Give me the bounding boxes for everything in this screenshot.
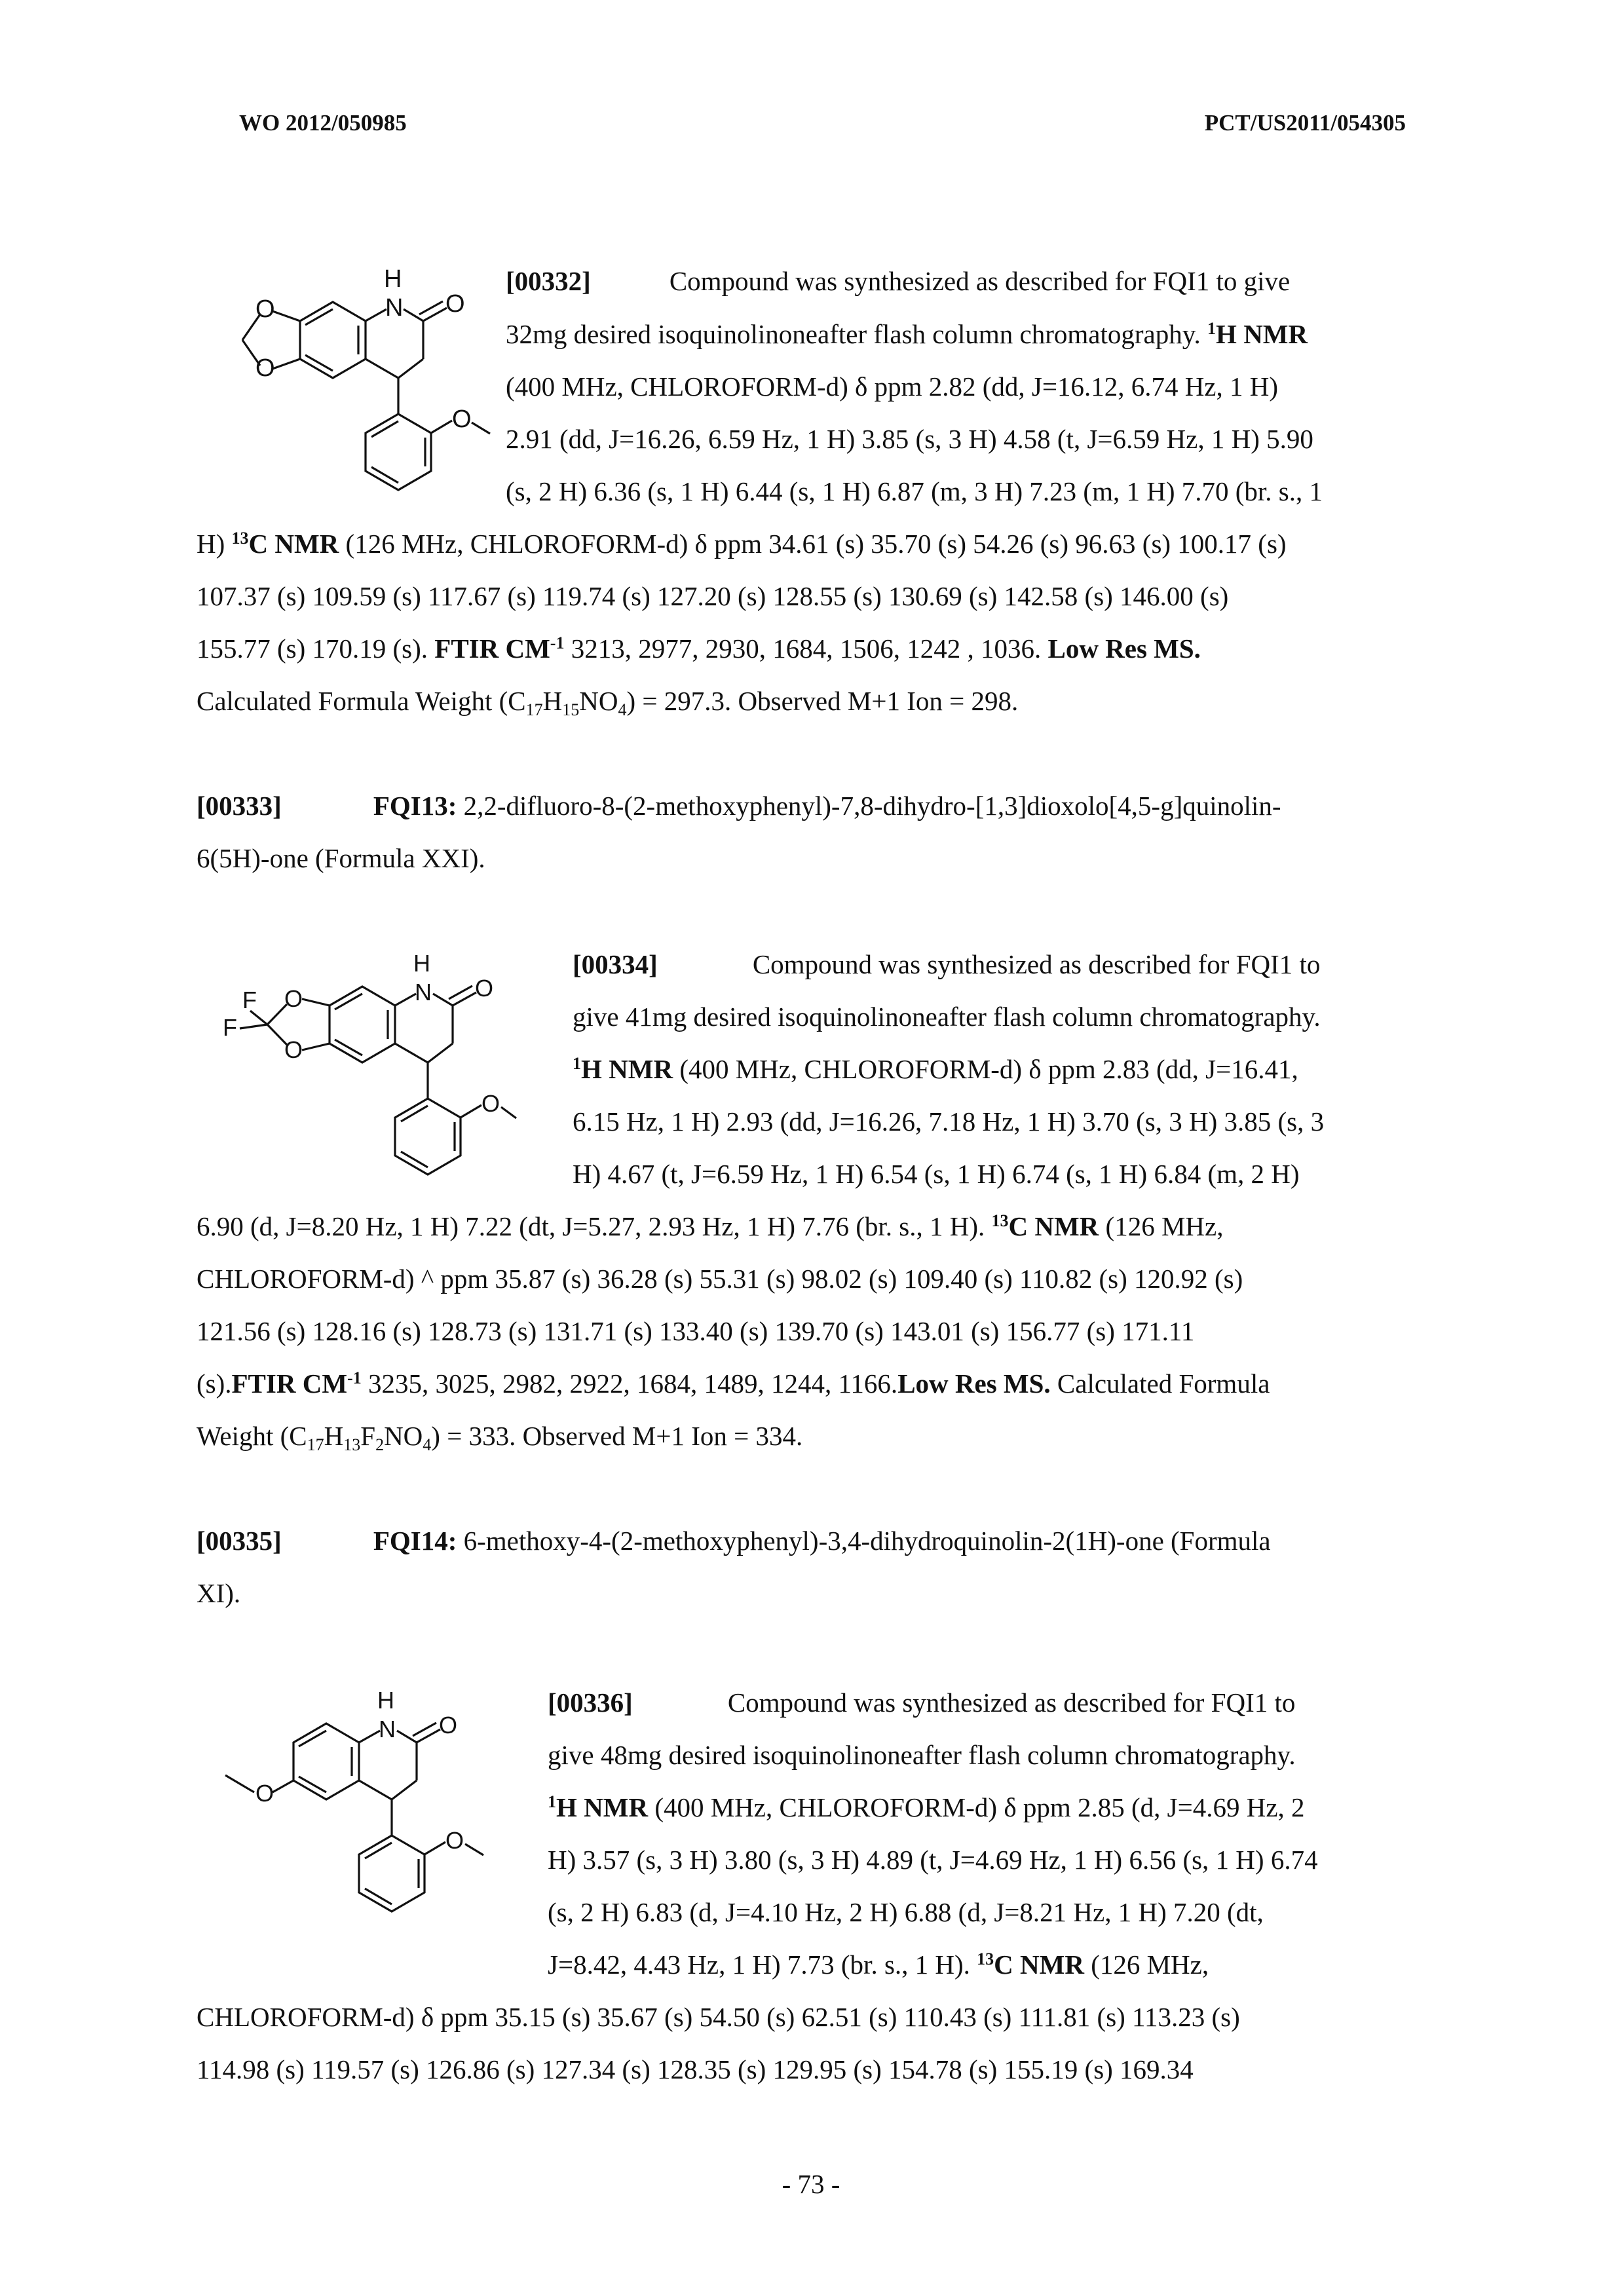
paragraph-00336-line-1: [00336] Compound was synthesized as described for FQI1 to [548,1687,1296,1718]
application-number: PCT/US2011/054305 [1204,110,1406,136]
paragraph-00336-line-2: give 48mg desired isoquinolinoneafter flash column chromatography. [548,1740,1296,1770]
atom-label-o: O [255,1780,274,1807]
atom-label-h: H [384,265,402,293]
paragraph-number: [00332] [506,266,591,296]
paragraph-00336-line-4: H) 3.57 (s, 3 H) 3.80 (s, 3 H) 4.89 (t, J=4.69 Hz, 1 H) 6.56 (s, 1 H) 6.74 [548,1845,1318,1875]
paragraph-00334-line-7: CHLOROFORM-d) ^ ppm 35.87 (s) 36.28 (s) 55.31 (s) 98.02 (s) 109.40 (s) 110.82 (s) 120.92 (s) [197,1264,1243,1294]
paragraph-00334-line-4: 6.15 Hz, 1 H) 2.93 (dd, J=16.26, 7.18 Hz, 1 H) 3.70 (s, 3 H) 3.85 (s, 3 [573,1106,1325,1137]
paragraph-number: [00333] [197,791,282,821]
paragraph-00334-line-10: Weight $(C_{17}H_{13}F_2NO_4) = 333$. Observed M+1 Ion = 334. [197,1421,803,1454]
paragraph-00333-line-2: 6(5H)-one (Formula XXI). [197,843,485,873]
paragraph-00332-line-9: Calculated Formula Weight $(C_{17}H_{15}NO_4) = 297.3$. Observed M+1 Ion = 298. [197,686,1019,719]
atom-label-n: N [379,1716,396,1742]
paragraph-00336-line-5: (s, 2 H) 6.83 (d, J=4.10 Hz, 2 H) 6.88 (d, J=8.21 Hz, 1 H) 7.20 (dt, [548,1897,1264,1927]
atom-label-o: O [284,985,303,1012]
paragraph-00336-line-8: 114.98 (s) 119.57 (s) 126.86 (s) 127.34 (s) 128.35 (s) 129.95 (s) 154.78 (s) 155.19 (s) 169.34 [197,2054,1194,2084]
paragraph-00333-line-1: [00333] FQI13: 2,2-difluoro-8-(2-methoxyphenyl)-7,8-dihydro-[1,3]dioxolo[4,5-g]quinolin- [197,791,1281,821]
paragraph-00336-line-7: CHLOROFORM-d) δ ppm 35.15 (s) 35.67 (s) 54.50 (s) 62.51 (s) 110.43 (s) 111.81 (s) 113.23 (s) [197,2002,1240,2032]
paragraph-00332-line-6: H) $^{13}$C NMR (126 MHz, CHLOROFORM-d) δ ppm 34.61 (s) 35.70 (s) 54.26 (s) 96.63 (s) 100.17 (s) [197,529,1287,559]
page-number: - 73 - [782,2169,840,2199]
paragraph-00332-line-3: (400 MHz, CHLOROFORM-d) δ ppm 2.82 (dd, J=16.12, 6.74 Hz, 1 H) [506,371,1279,402]
atom-label-o: O [284,1036,303,1063]
atom-label-h: H [377,1687,394,1714]
paragraph-number: [00336] [548,1687,633,1718]
structure-drawing [190,262,491,511]
paragraph-00334-line-5: H) 4.67 (t, J=6.59 Hz, 1 H) 6.54 (s, 1 H) 6.74 (s, 1 H) 6.84 (m, 2 H) [573,1159,1300,1189]
paragraph-00332-line-2: 32mg desired isoquinolinoneafter flash column chromatography. $^1$H NMR [506,319,1308,349]
paragraph-00332-line-7: 107.37 (s) 109.59 (s) 117.67 (s) 119.74 (s) 127.20 (s) 128.55 (s) 130.69 (s) 142.58 (s) 146.00 (s) [197,581,1229,611]
paragraph-00332-line-4: 2.91 (dd, J=16.26, 6.59 Hz, 1 H) 3.85 (s, 3 H) 4.58 (t, J=6.59 Hz, 1 H) 5.90 [506,424,1313,454]
atom-label-n: N [385,294,404,322]
patent-number: WO 2012/050985 [239,110,407,136]
atom-label-o: O [481,1090,500,1117]
paragraph-00334-line-8: 121.56 (s) 128.16 (s) 128.73 (s) 131.71 (s) 133.40 (s) 139.70 (s) 143.01 (s) 156.77 (s) 171.11 [197,1316,1195,1346]
paragraph-00335-line-1: [00335] FQI14: 6-methoxy-4-(2-methoxyphenyl)-3,4-dihydroquinolin-2(1H)-one (Formula [197,1526,1271,1556]
paragraph-00334-line-6: 6.90 (d, J=8.20 Hz, 1 H) 7.22 (dt, J=5.27, 2.93 Hz, 1 H) 7.76 (br. s., 1 H). $^{13}$C NMR (126 MHz, [197,1211,1224,1241]
paragraph-00332-line-8: 155.77 (s) 170.19 (s). FTIR $CM^{-1}$ 3213, 2977, 2930, 1684, 1506, 1242 , 1036. Low Res MS. [197,633,1201,664]
atom-label-o: O [445,290,465,318]
paragraph-00332-line-5: (s, 2 H) 6.36 (s, 1 H) 6.44 (s, 1 H) 6.87 (m, 3 H) 7.23 (m, 1 H) 7.70 (br. s., 1 [506,476,1323,506]
atom-label-n: N [415,979,432,1006]
atom-label-o: O [445,1827,464,1854]
paragraph-number: [00334] [573,949,658,979]
atom-label-f: F [242,987,257,1013]
paragraph-00336-line-3: $^1$H NMR (400 MHz, CHLOROFORM-d) δ ppm 2.85 (d, J=4.69 Hz, 2 [548,1792,1305,1822]
atom-label-h: H [413,950,430,977]
atom-label-o: O [452,405,472,433]
chemical-structure-fqi13 [203,947,518,1195]
structure-drawing [216,1684,531,1932]
paragraph-00334-line-3: $^1$H NMR (400 MHz, CHLOROFORM-d) δ ppm 2.83 (dd, J=16.41, [573,1054,1298,1084]
paragraph-00335-line-2: XI). [197,1578,241,1608]
atom-label-o: O [439,1712,458,1739]
chemical-structure-fqi12 [190,262,491,511]
paragraph-00336-line-6: J=8.42, 4.43 Hz, 1 H) 7.73 (br. s., 1 H). $^{13}$C NMR (126 MHz, [548,1949,1209,1980]
atom-label-o: O [255,354,275,382]
paragraph-number: [00335] [197,1526,282,1556]
paragraph-00332-line-1: [00332] Compound was synthesized as described for FQI1 to give [506,266,1291,296]
paragraph-00334-line-9: (s).FTIR $CM^{-1}$ 3235, 3025, 2982, 2922, 1684, 1489, 1244, 1166.Low Res MS. Calculated Formula [197,1368,1270,1399]
paragraph-00334-line-2: give 41mg desired isoquinolinoneafter flash column chromatography. [573,1002,1321,1032]
atom-label-o: O [475,975,494,1002]
chemical-structure-fqi14 [216,1684,531,1932]
atom-label-f: F [223,1014,237,1041]
structure-drawing [203,947,518,1195]
paragraph-00334-line-1: [00334] Compound was synthesized as described for FQI1 to [573,949,1321,979]
atom-label-o: O [255,295,275,323]
